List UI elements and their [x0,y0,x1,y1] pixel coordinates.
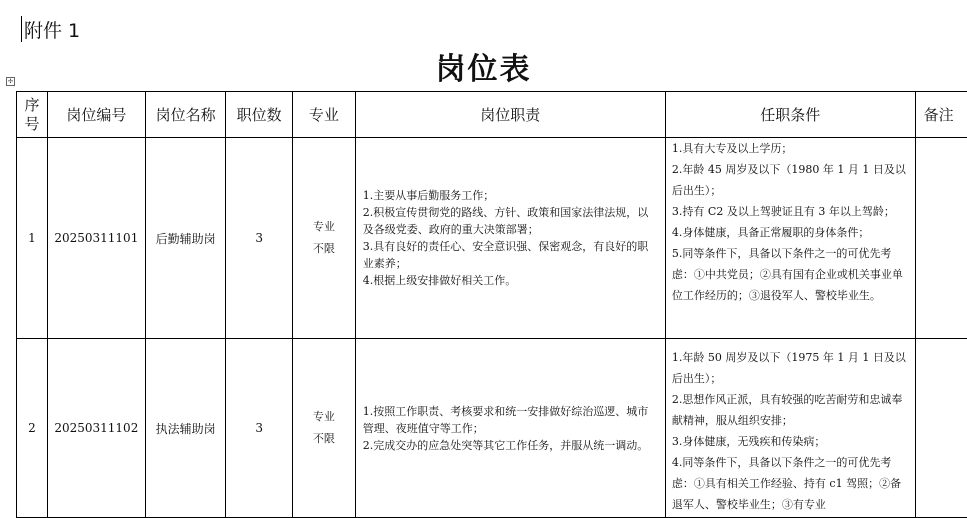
text-cursor [21,16,22,42]
major-line: 不限 [293,238,355,260]
duty-item: 4.根据上级安排做好相关工作。 [363,272,657,289]
duty-item: 3.具有良好的责任心、安全意识强、保密观念，有良好的职业素养； [363,238,657,272]
duty-item: 1.主要从事后勤服务工作； [363,187,657,204]
duty-item: 2.积极宣传贯彻党的路线、方针、政策和国家法律法规，以及各级党委、政府的重大决策部署； [363,204,657,238]
header-remarks: 备注 [915,92,967,138]
table-row [17,138,967,339]
cell-code: 20250311102 [47,339,145,518]
header-major: 专业 [293,92,356,138]
cell-seq: 1 [17,138,48,339]
header-row [17,92,967,138]
requirement-item: 2.年龄 45 周岁及以下（1980 年 1 月 1 日及以后出生）； [672,159,909,201]
major-line: 专业 [293,216,355,238]
major-line: 专业 [293,406,355,428]
duty-item: 1.按照工作职责、考核要求和统一安排做好综治巡逻、城市管理、夜班值守等工作； [363,403,657,437]
cell-duties [355,138,665,339]
major-line: 不限 [293,428,355,450]
requirement-item: 3.持有 C2 及以上驾驶证且有 3 年以上驾龄； [672,201,909,222]
cell-duties [355,339,665,518]
cell-major [293,138,356,339]
cell-code: 20250311101 [47,138,145,339]
header-seq-line-2: 号 [17,115,47,134]
cell-name: 后勤辅助岗 [145,138,226,339]
cell-remarks [915,339,967,518]
table-move-handle-icon[interactable]: ✣ [6,77,15,86]
header-duties: 岗位职责 [355,92,665,138]
header-count: 职位数 [226,92,293,138]
cell-count: 3 [226,339,293,518]
header-code: 岗位编号 [47,92,145,138]
header-name: 岗位名称 [145,92,226,138]
cell-requirements [665,339,915,518]
cell-major [293,339,356,518]
page-title: 岗位表 [0,44,967,88]
attachment-label: 附件 1 [24,16,80,43]
requirement-item: 3.身体健康，无残疾和传染病； [672,431,909,452]
cell-remarks [915,138,967,339]
position-table [16,91,967,518]
header-requirements: 任职条件 [665,92,915,138]
requirement-item: 2.思想作风正派，具有较强的吃苦耐劳和忠诚奉献精神，服从组织安排； [672,389,909,431]
requirement-item: 5.同等条件下，具备以下条件之一的可优先考虑：①中共党员；②具有国有企业或机关事业单位工作经历的；③退役军人、警校毕业生。 [672,243,909,306]
duty-item: 2.完成交办的应急处突等其它工作任务，并服从统一调动。 [363,437,657,454]
cell-count: 3 [226,138,293,339]
header-seq-line-1: 序 [17,96,47,115]
cell-seq: 2 [17,339,48,518]
requirement-item: 4.同等条件下，具备以下条件之一的可优先考虑：①具有相关工作经验、持有 c1 驾照；②备退军人、警校毕业生；③有专业 [672,452,909,515]
requirement-item: 1.具有大专及以上学历； [672,138,909,159]
cell-requirements [665,138,915,339]
requirement-item: 1.年龄 50 周岁及以下（1975 年 1 月 1 日及以后出生）； [672,347,909,389]
header-seq [17,92,48,138]
table-row [17,339,967,518]
requirement-item: 4.身体健康，具备正常履职的身体条件； [672,222,909,243]
cell-name: 执法辅助岗 [145,339,226,518]
